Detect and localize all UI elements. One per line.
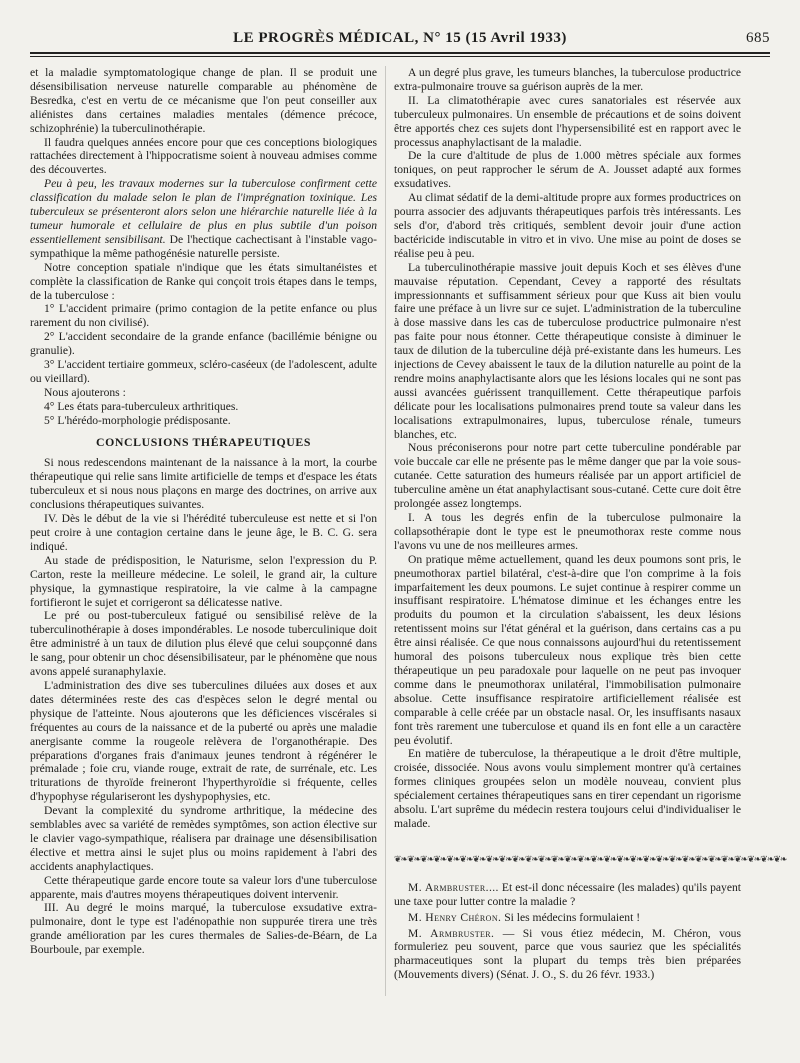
ornament-divider: ❦❧❦❧❦❧❦❧❦❧❦❧❦❧❦❧❦❧❦❧❦❧❦❧❦❧❦❧❦❧❦❧❦❧❦❧❦❧❦❧❦❧❦❧❦❧❦❧❦❧❦❧❦❧❦❧❦❧❦❧: [394, 853, 787, 864]
list-item: 4° Les états para-tuberculeux arthritiques.: [44, 399, 239, 413]
header-rule-thin: [30, 56, 770, 57]
dialog-line: [394, 881, 741, 909]
paragraph: L'administration des dive ses tuberculines diluées aux doses et aux dates déterminées reste des cas d'espèces selon le degré mental ou physique de l'atteinte. Nous ajouterons que les déficiences viscérales si fréquentes au cours de la naissance et de la puberté ou après une maladie anergisante comme la rougeole relèvera de l'organothérapie. Des préparations d'organes frais d'animaux jeunes tendront à régénérer le prémalade ; foie cru, viande rouge, extrait de rate, de surrénale, etc. Les triturations de thyroïde freineront l'hyperthyroïdie si fréquente, celles d'hypophyse régulariseront les dyshypophysies, etc.: [30, 678, 377, 804]
paragraph: La tuberculinothérapie massive jouit depuis Koch et ses élèves d'une mauvaise réputation. Cependant, Cevey a rapporté des résultats impressionnants et suffisamment sérieux pour que Kuss ait bien voulu faire une préface à un livre sur ce sujet. L'administration de la tuberculine à dose massive dans les cas de tuberculose productrice pulmonaire n'est pas faite pour nous étonner. Cette thérapeutique consiste à diminuer le taux de dilution de la tuberculine déjà pré-existante dans les humeurs. Les injections de Cevey abaissent le taux de la dilution naturelle au point de la rendre moins anaphylactisante alors que les lésions locales qui ne sont pas aussi avancées guérissent tranquillement. Cette thérapeutique parfois délicate pour les localisations pulmonaires prend toute sa valeur dans les localisations extrapulmonaires, lupus, tuberculose rénale, tumeurs blanches, etc.: [394, 260, 741, 441]
dialog-text: Et est-il donc nécessaire (les malades) qu'ils payent une taxe pour lutter contre la maladie ?: [394, 880, 741, 908]
column-divider: [385, 66, 386, 996]
paragraph: III. Au degré le moins marqué, la tuberculose exsudative extra-pulmonaire, dont le type est l'adénopathie non suppurée tirera une très grande amélioration par les cures thermales de Salies-de-Béarn, de La Bourboule, par exemple.: [30, 901, 377, 957]
paragraph: Il faudra quelques années encore pour que ces conceptions biologiques rattachées directement à l'hippocratisme soient à nouveau admises comme des découvertes.: [30, 135, 377, 177]
paragraph: De la cure d'altitude de plus de 1.000 mètres spéciale aux formes toniques, on peut rapprocher le sérum de A. Jousset adapté aux formes exsudatives.: [394, 149, 741, 191]
paragraph: II. La climatothérapie avec cures sanatoriales est réservée aux tuberculeux pulmonaires. Un ensemble de précautions et de soins doivent être apportés chez ces sujets dont l'hypersensibilité est en rapport avec le processus anaphylactisant de la maladie.: [394, 93, 741, 149]
list-item: 1° L'accident primaire (primo contagion de la petite enfance ou plus rarement du non civilisé).: [30, 302, 377, 330]
dialog-line: [394, 911, 741, 925]
paragraph: Cette thérapeutique garde encore toute sa valeur lors d'une tuberculose apparente, mais d'autres moyens thérapeutiques doivent intervenir.: [30, 873, 377, 901]
paragraph: On pratique même actuellement, quand les deux poumons sont pris, le pneumothorax partiel bilatéral, c'est-à-dire que l'on comprime à la fois imparfaitement les deux poumons. Le sujet continue à respirer comme un insuffisant respiratoire. L'hématose diminue et les échanges entre les produits du poumon et la circulation s'abaissent, les deux lésions retentissent moins sur l'état général et la guérison, dans certains cas a pu être ainsi réalisée. Ce que nous connaissons aujourd'hui du retentissement humoral des poisons tuberculeux nous explique très bien cette thérapeutique un peu paradoxale pour laquelle on ne peut pas invoquer comme dans le pneumothorax unilatéral, l'immobilisation pulmonaire absolue. Cette insuffisance respiratoire artificiellement réalisée est comparable à celle créée par un obstacle nasal. Or, les insuffisants nasaux font très rarement une tuberculose et quand ils en font elle a un caractère peu évolutif.: [394, 552, 741, 747]
left-column: [30, 66, 377, 957]
list-item: 2° L'accident secondaire de la grande enfance (bacillémie bénigne ou granulie).: [30, 330, 377, 358]
paragraph: En matière de tuberculose, la thérapeutique a le droit d'être multiple, croisée, dissociée. Nous avons voulu simplement montrer qu'à certaines formes cliniques groupées selon un modèle nouveau, convient plus spécialement certaines thérapeutiques sans en tirer cependant un rigorisme absolu. L'art suprême du médecin restera toujours celui d'individualiser le malade.: [394, 747, 741, 830]
paragraph: I. A tous les degrés enfin de la tuberculose pulmonaire la collapsothérapie dont le type est le pneumothorax reste comme nous l'avons vu une de nos meilleures armes.: [394, 511, 741, 552]
header-rule: [30, 52, 770, 54]
senate-excerpt: [394, 881, 741, 982]
italic-text: Peu à peu, les travaux modernes sur la tuberculose confirment cette classification du malade selon le plan de l'imprégnation toxinique. Les tuberculeux se présenteront alors selon une hiérarchie naturelle liée à la tumeur humorale et cellulaire de plus en plus subtile d'un poison essentiellement sensibilisant.: [30, 177, 377, 246]
speaker-name: M. Armbruster....: [408, 880, 499, 894]
paragraph-italic: [30, 177, 377, 260]
running-header: [30, 30, 770, 48]
paragraph: Nous ajouterons :: [44, 385, 126, 399]
paragraph: Si nous redescendons maintenant de la naissance à la mort, la courbe thérapeutique qui relie sans limite artificielle de temps et d'espace les états tuberculeux et si nous nous plaçons en marge des doctrines, on arrive aux conclusions thérapeutiques suivantes.: [30, 456, 377, 512]
list-item: 5° L'hérédo-morphologie prédisposante.: [44, 413, 231, 427]
list-item: 3° L'accident tertiaire gommeux, scléro-caséeux (de l'adolescent, adulte ou vieillard).: [30, 358, 377, 385]
paragraph: et la maladie symptomatologique change de plan. Il se produit une désensibilisation nerveuse naturelle comparable au phénomène de Besredka, c'est en vertu de ce mécanisme que l'on peut conseiller aux aliénistes dans certaines maladies mentales (démence précoce, schizophrénie) la tuberculinothérapie.: [30, 66, 377, 135]
paragraph: A un degré plus grave, les tumeurs blanches, la tuberculose productrice extra-pulmonaire trouve sa guérison auprès de la mer.: [394, 66, 741, 93]
dialog-text: — Si vous étiez médecin, M. Chéron, vous formuleriez peu souvent, parce que vous sauriez que les spécialités pharmaceutiques sont la plupart du temps très bien préparées (Mouvements divers) (Sénat. J. O., S. du 26 févr. 1933.): [394, 926, 741, 982]
journal-title: LE PROGRÈS MÉDICAL, N° 15 (15 Avril 1933): [233, 30, 567, 46]
speaker-name: M. Armbruster.: [408, 926, 495, 940]
paragraph-text: De l'hectique cachectisant à l'instable vago-sympathique la même pathogénésie naturelle persiste.: [30, 232, 377, 260]
speaker-name: M. Henry Chéron.: [408, 910, 502, 924]
dialog-text: Si les médecins formulaient !: [501, 910, 641, 924]
dialog-line: [394, 927, 741, 983]
paragraph: Au climat sédatif de la demi-altitude propre aux formes productrices on pourra associer des adjuvants thérapeutiques parfois très intéressants. Les sels d'or, d'abord très critiqués, semblent devoir jouir d'une action bactéricide indiscutable in vitro et in vivo. Une mise au point de doses se réalise peu à peu.: [394, 191, 741, 260]
page-number: 685: [746, 30, 770, 46]
paragraph: Notre conception spatiale n'indique que les états simultanéistes et complète la classification de Ranke qui conçoit trois étapes dans le temps, de la tuberculose :: [30, 260, 377, 302]
paragraph: Devant la complexité du syndrome arthritique, la médecine des semblables avec sa variété de remèdes symptômes, son action élective sur le clavier vago-sympathique, réalisera par drainage une désensibilisation élective et mettra ainsi le sujet plus ou moins rapidement à l'abri des accidents anaphylactiques.: [30, 804, 377, 873]
paragraph: Au stade de prédisposition, le Naturisme, selon l'expression du P. Carton, reste la meilleure médecine. Le soleil, le grand air, la culture physique, la gymnastique respiratoire, la vie calme à la campagne fortifieront le sujet et corrigeront sa délicatesse native.: [30, 553, 377, 609]
section-heading: CONCLUSIONS THÉRAPEUTIQUES: [96, 434, 311, 449]
paragraph: Le pré ou post-tuberculeux fatigué ou sensibilisé relève de la tuberculinothérapie à doses impondérables. Le nosode tuberculinique doit être administré à un taux de dilution plus élevé que celui soupçonné dans le sang, pour obtenir un choc désensibilisateur, par le phénomène que nous avons appelé suranaphylaxie.: [30, 609, 377, 679]
paragraph: IV. Dès le début de la vie si l'hérédité tuberculeuse est nette et si l'on peut croire à une contagion certaine dans le jeune âge, le B. C. G. sera indiqué.: [30, 512, 377, 553]
paragraph: Nous préconiserons pour notre part cette tuberculine pondérable par voie buccale car elle ne présente pas le même danger que par la voie sous-cutanée. Cette saturation des humeurs réalisée par un apport artificiel de tuberculine amène un état anaphylactisant sous-cutané. Cette cure doit être prolongée assez longtemps.: [394, 441, 741, 511]
right-column: [394, 66, 787, 984]
